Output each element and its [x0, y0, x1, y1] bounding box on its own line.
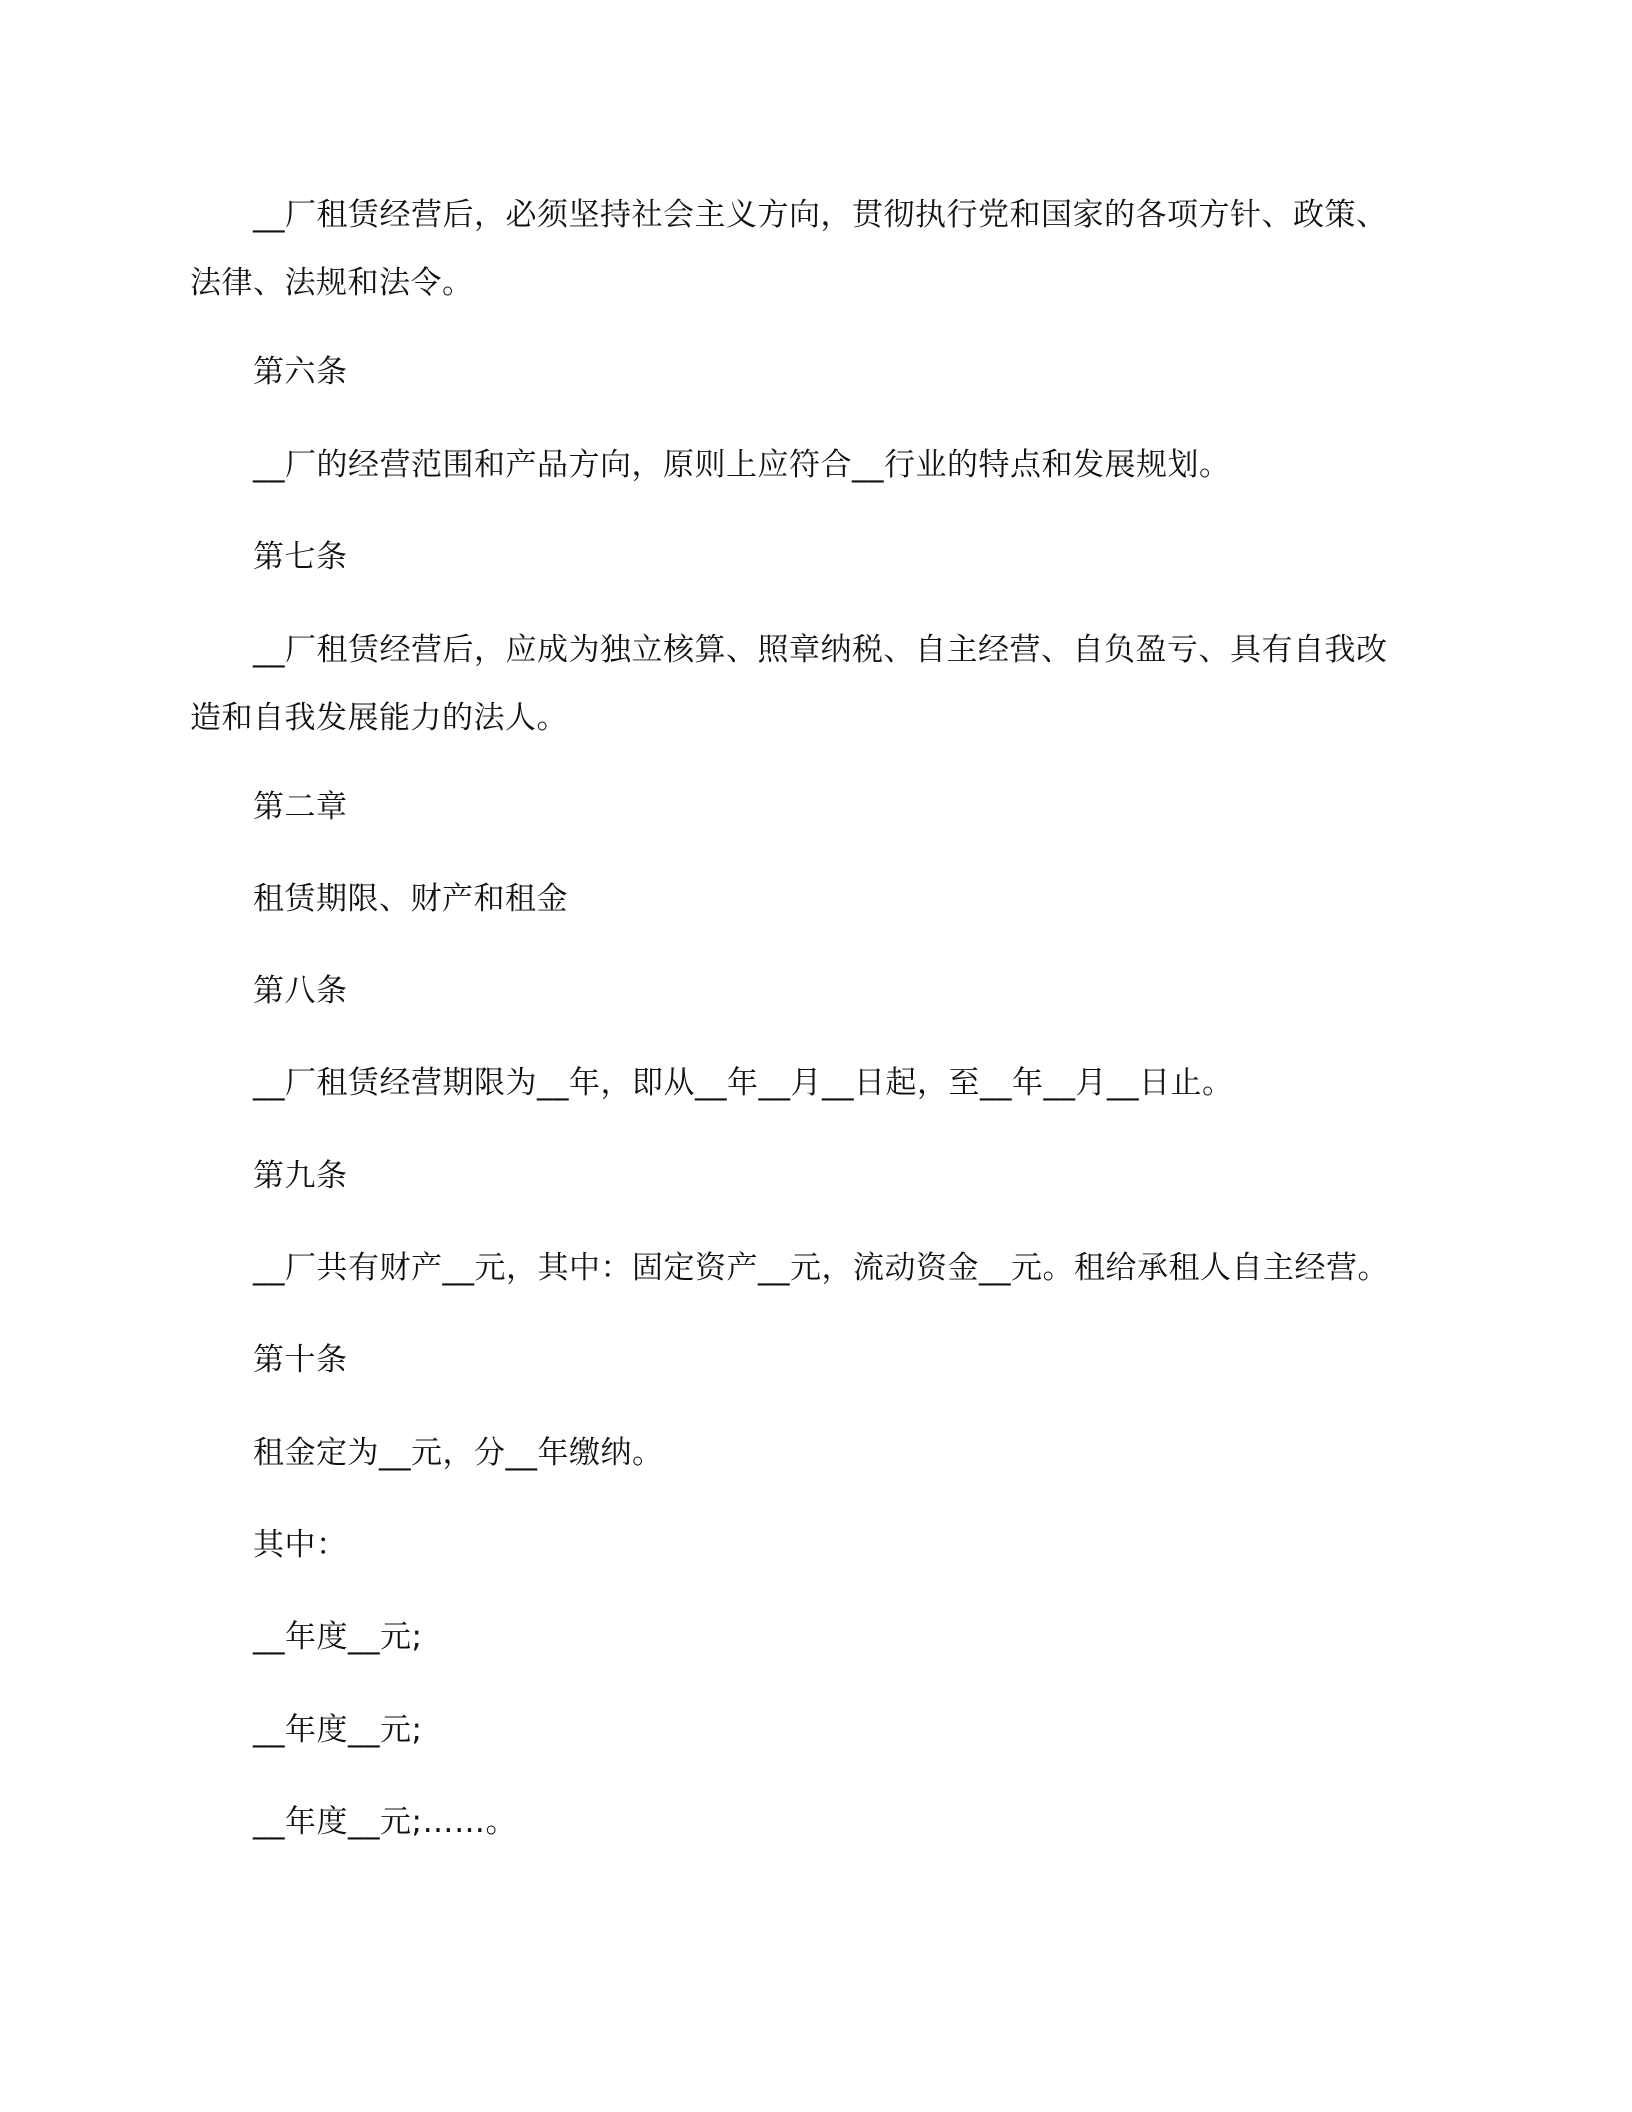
paragraph-article7-line1: __厂租赁经营后，应成为独立核算、照章纳税、自主经营、自负盈亏、具有自我改: [253, 632, 1388, 668]
heading-article6: 第六条: [253, 354, 348, 390]
heading-article9: 第九条: [253, 1158, 348, 1194]
paragraph-article6: __厂的经营范围和产品方向，原则上应符合__行业的特点和发展规划。: [253, 447, 1231, 483]
paragraph-article10: 租金定为__元，分__年缴纳。: [253, 1435, 664, 1471]
chapter2-title: 租赁期限、财产和租金: [253, 881, 568, 917]
heading-article7: 第七条: [253, 539, 348, 575]
heading-article10: 第十条: [253, 1342, 348, 1378]
list-item-year1: __年度__元;: [253, 1619, 423, 1655]
paragraph-article9: __厂共有财产__元，其中：固定资产__元，流动资金__元。租给承租人自主经营。: [253, 1250, 1389, 1286]
heading-chapter2: 第二章: [253, 789, 348, 825]
paragraph-article7-line2: 造和自我发展能力的法人。: [190, 700, 568, 736]
paragraph-article5-line2: 法律、法规和法令。: [190, 265, 474, 301]
list-item-year3: __年度__元;……。: [253, 1804, 517, 1840]
paragraph-article8: __厂租赁经营期限为__年，即从__年__月__日起，至__年__月__日止。: [253, 1065, 1234, 1101]
paragraph-article5-line1: __厂租赁经营后，必须坚持社会主义方向，贯彻执行党和国家的各项方针、政策、: [253, 197, 1388, 233]
heading-article8: 第八条: [253, 973, 348, 1009]
list-item-year2: __年度__元;: [253, 1712, 423, 1748]
paragraph-among: 其中：: [253, 1527, 348, 1563]
